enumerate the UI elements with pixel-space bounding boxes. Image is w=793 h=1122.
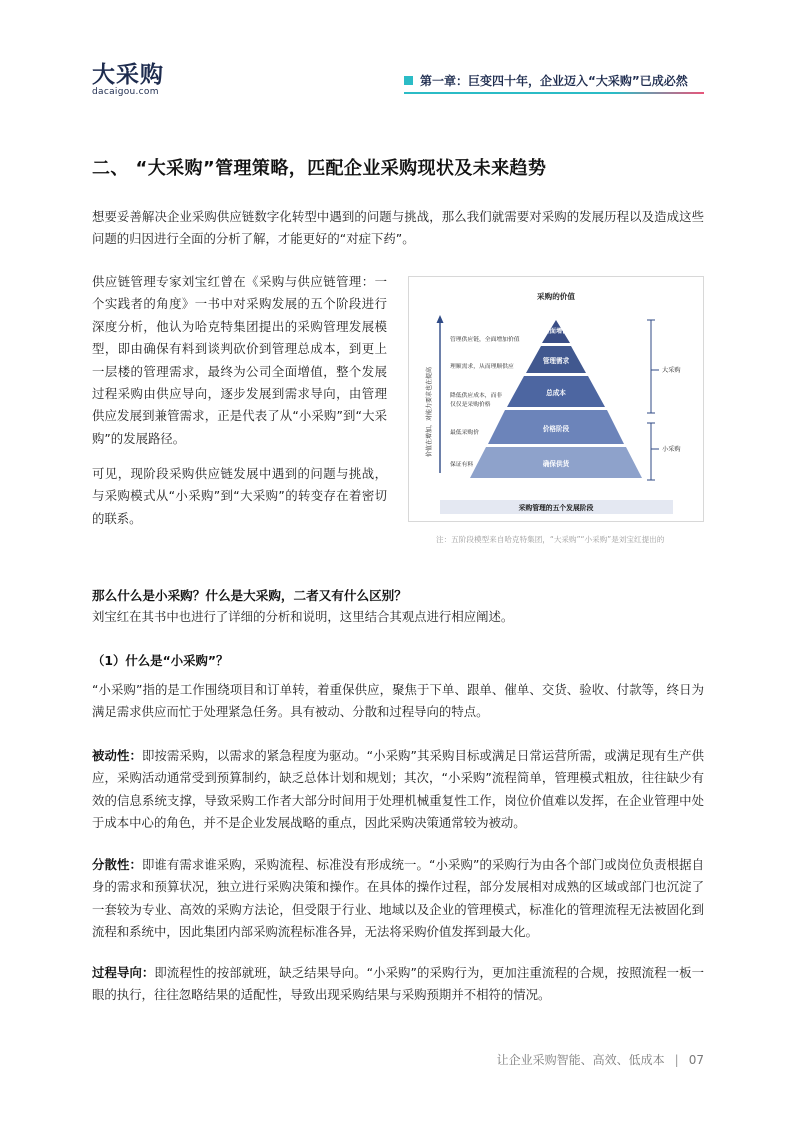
footer-separator: | [674, 1053, 679, 1067]
small-procurement-label: 小采购 [662, 446, 681, 453]
passive-paragraph [92, 745, 704, 835]
process-text: 即流程性的按部就班，缺乏结果导向。“小采购”的采购行为，更加注重流程的合规，按照流程一板一眼的执行，往往忽略结果的适配性，导致出现采购结果与采购预期并不相符的情况。 [92, 965, 704, 1003]
footer-slogan: 让企业采购智能、高效、低成本 [496, 1053, 665, 1067]
dispersed-lead: 分散性： [92, 857, 142, 872]
intro-paragraph: 想要妥善解决企业采购供应链数字化转型中遇到的问题与挑战，那么我们就需要对采购的发展历程以及造成这些问题的归因进行全面的分析了解，才能更好的“对症下药”。 [92, 209, 704, 247]
level-label-demand: 管理需求 [542, 357, 570, 365]
level-desc-supply: 保证有料 [450, 462, 474, 468]
section-title: 二、 “大采购”管理策略，匹配企业采购现状及未来趋势 [92, 158, 547, 179]
header-divider [404, 92, 704, 94]
chapter-heading [404, 71, 688, 89]
passive-lead: 被动性： [92, 748, 142, 763]
pyramid-figure [408, 276, 704, 522]
left-paragraph-2: 可见，现阶段采购供应链发展中遇到的问题与挑战，与采购模式从“小采购”到“大采购”的转变存在着密切的联系。 [92, 466, 387, 526]
question-paragraph: 刘宝红在其书中也进行了详细的分析和说明，这里结合其观点进行相应阐述。 [92, 609, 514, 624]
value-axis-arrow-icon [437, 315, 444, 323]
logo [92, 63, 164, 97]
definition-paragraph: “小采购”指的是工作围绕项目和订单转，着重保供应，聚焦于下单、跟单、催单、交货、验收、付款等，终日为满足需求供应而忙于处理紧急任务。具有被动、分散和过程导向的特点。 [92, 682, 704, 720]
process-paragraph [92, 962, 704, 1007]
logo-main-text: 大采购 [92, 62, 164, 88]
value-axis-label: 价值在增加，对能力要求也在提高 [426, 366, 433, 457]
chapter-title: 第一章：巨变四十年，企业迈入“大采购”已成必然 [420, 73, 688, 88]
level-label-supply: 确保供货 [542, 460, 570, 468]
level-label-total-cost: 总成本 [546, 389, 566, 397]
level-desc-total-cost: 降低供应成本，而非 仅仅是采购价格 [450, 393, 503, 408]
figure-note: 注：五阶段模型来自哈克特集团，“大采购”“小采购”是刘宝红提出的 [436, 535, 665, 544]
passive-text: 即按需采购，以需求的紧急程度为驱动。“小采购”其采购目标或满足日常运营所需，或满足现有生产供应，采购活动通常受到预算制约，缺乏总体计划和规划；其次，“小采购”流程简单，管理模式粗放，往往缺少有效的信息系统支撑，导致采购工作者大部分时间用于处理机械重复性工作，岗位价值难以发挥，在企业管理中处于成本中心的角色，并不是企业发展战略的重点，因此采购决策通常较为被动。 [92, 748, 705, 831]
level-label-price: 价格阶段 [542, 425, 570, 433]
page-number: 07 [688, 1053, 704, 1067]
figure-footer-label: 采购管理的五个发展阶段 [518, 504, 594, 512]
dispersed-paragraph [92, 854, 704, 944]
left-paragraph-1: 供应链管理专家刘宝红曾在《采购与供应链管理：一个实践者的角度》一书中对采购发展的五个阶段进行深度分析，他认为哈克特集团提出的采购管理发展模型，即由确保有料到谈判砍价到管理总成本，到更上一层楼的管理需求，最终为公司全面增值，整个发展过程采购由供应导向，逐步发展到需求导向，由管理供应发展到兼管需求，正是代表了从“小采购”到“大采购”的发展路径。 [92, 274, 387, 446]
level-desc-price: 最低采购价 [450, 430, 479, 436]
level-desc-demand: 理顺需求，从而理顺供应 [450, 364, 514, 370]
dispersed-text: 即谁有需求谁采购，采购流程、标准没有形成统一。“小采购”的采购行为由各个部门或岗位负责根据自身的需求和预算状况，独立进行采购决策和操作。在具体的操作过程，部分发展相对成熟的区域或部门也沉淀了一套较为专业、高效的采购方法论，但受限于行业、地域以及企业的管理模式，标准化的管理流程无法被固化到流程和系统中，因此集团内部采购流程标准各异，无法将采购价值发挥到最大化。 [92, 857, 705, 940]
logo-domain-text: dacaigou.com [92, 87, 159, 97]
level-desc-full-value: 管理供应链，全面增加价值 [450, 337, 520, 343]
subsection-title: （1）什么是“小采购”？ [92, 653, 229, 668]
figure-title: 采购的价值 [537, 292, 575, 301]
chapter-marker-icon [404, 76, 413, 85]
page-footer [470, 1051, 704, 1068]
question-heading: 那么什么是小采购？什么是大采购，二者又有什么区别？ [92, 588, 407, 603]
process-lead: 过程导向： [92, 965, 155, 980]
level-label-full-value: 全面增值 [543, 328, 569, 335]
pyramid-diagram [409, 277, 703, 521]
big-procurement-label: 大采购 [662, 367, 681, 374]
